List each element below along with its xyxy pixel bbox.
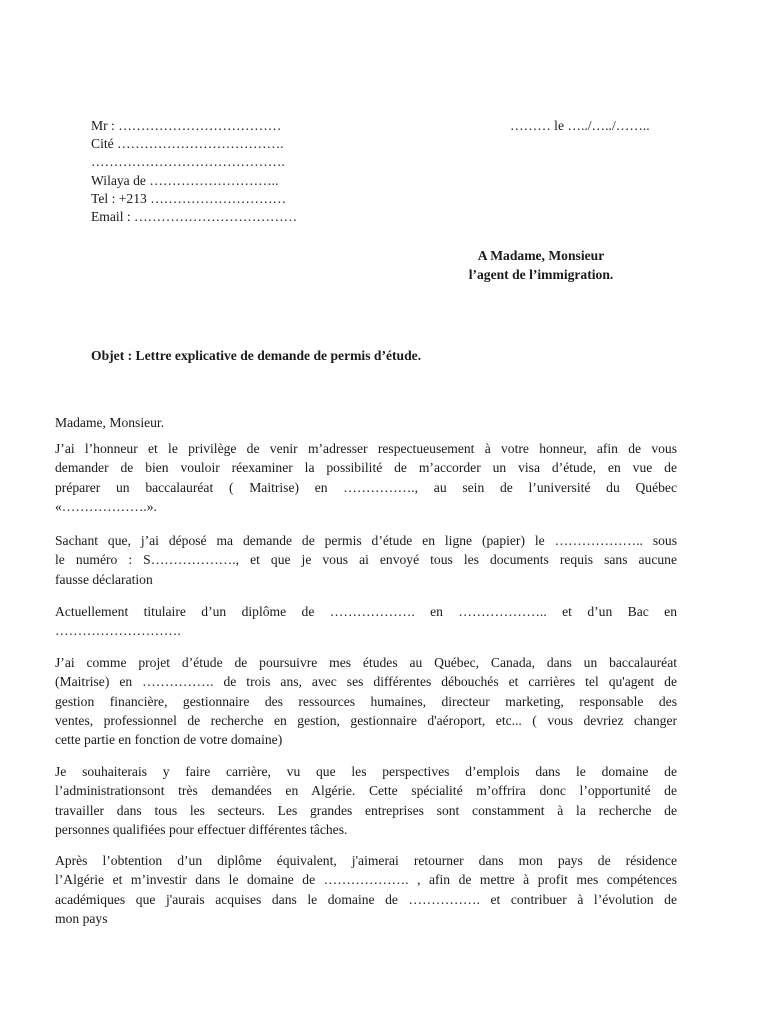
paragraph-line: gestion financière, gestionnaire des ressources humaines, directeur marketing, responsable des (55, 693, 677, 709)
paragraph-line: le numéro : S………………., et que je vous ai envoyé tous les documents requis sans aucune (55, 552, 677, 568)
sender-block (91, 117, 391, 226)
paragraph-line: cette partie en fonction de votre domaine) (55, 732, 283, 748)
paragraph (55, 531, 677, 589)
paragraph (55, 439, 677, 516)
paragraph-line: mon pays (55, 910, 108, 926)
paragraph-line: fausse déclaration (55, 571, 153, 587)
paragraph-line: «……………….». (55, 498, 157, 514)
paragraph-line: Après l’obtention d’un diplôme équivalent, j'aimerai retourner dans mon pays de résidence (55, 853, 677, 868)
paragraph (55, 602, 677, 641)
paragraph-line: demander de bien vouloir réexaminer la possibilité de m’accorder un visa d’étude, en vue de (55, 460, 677, 476)
subject-line: Objet : Lettre explicative de demande de permis d’étude. (91, 348, 422, 363)
paragraph-line: ventes, professionnel de recherche en gestion, gestionnaire d'aéroport, etc... ( vous devriez changer (55, 712, 677, 728)
sender-city-line: Cité ………………………………. (91, 136, 284, 152)
sender-address-line: ……………………………………. (91, 154, 285, 170)
recipient-block (380, 246, 702, 284)
paragraph-line: travailler dans tous les secteurs. Les grandes entreprises sont constamment à la recherche de (55, 802, 677, 818)
paragraph-line: (Maitrise) en ……………. de trois ans, avec ses différentes débouchés et carrières tel qu'agent de (55, 674, 677, 690)
paragraph (55, 653, 677, 749)
paragraph-line: l’administrationsont très demandées en Algérie. Cette spécialité m’offrira donc l’opportunité de (55, 783, 677, 799)
recipient-line: A Madame, Monsieur (477, 248, 605, 263)
date-line: ……… le …../…../…….. (510, 118, 650, 133)
paragraph (55, 762, 677, 839)
paragraph-line: Je souhaiterais y faire carrière, vu que les perspectives d’emplois dans le domaine de (55, 764, 677, 779)
paragraph-line: personnes qualifiées pour effectuer différentes tâches. (55, 821, 348, 837)
paragraph (55, 851, 677, 928)
paragraph-line: l’Algérie et m’investir dans le domaine de ………………. , afin de mettre à profit mes compétences (55, 872, 677, 888)
recipient-line: l’agent de l’immigration. (468, 267, 614, 282)
paragraph-line: Sachant que, j’ai déposé ma demande de permis d’étude en ligne (papier) le ……………….. sous (55, 533, 677, 548)
paragraph-line: ………………………. (55, 623, 181, 639)
paragraph-line: Actuellement titulaire d’un diplôme de ………………. en ……………….. et d’un Bac en (55, 604, 677, 619)
greeting: Madame, Monsieur. (55, 415, 165, 430)
sender-email-line: Email : ……………………………… (91, 209, 298, 225)
paragraph-line: académiques que j'aurais acquises dans le domaine de ……………. et contribuer à l’évolution de (55, 891, 677, 907)
sender-phone-line: Tel : +213 ………………………… (91, 190, 287, 206)
paragraph-line: préparer un baccalauréat ( Maitrise) en ……………., au sein de l’université du Québec (55, 479, 677, 495)
paragraph-line: J’ai comme projet d’étude de poursuivre mes études au Québec, Canada, dans un baccalauréat (55, 655, 677, 670)
paragraph-line: J’ai l’honneur et le privilège de venir m’adresser respectueusement à votre honneur, afin de vous (55, 441, 677, 456)
sender-name-line: Mr : ……………………………… (91, 118, 282, 133)
sender-wilaya-line: Wilaya de ……………………….. (91, 172, 279, 188)
